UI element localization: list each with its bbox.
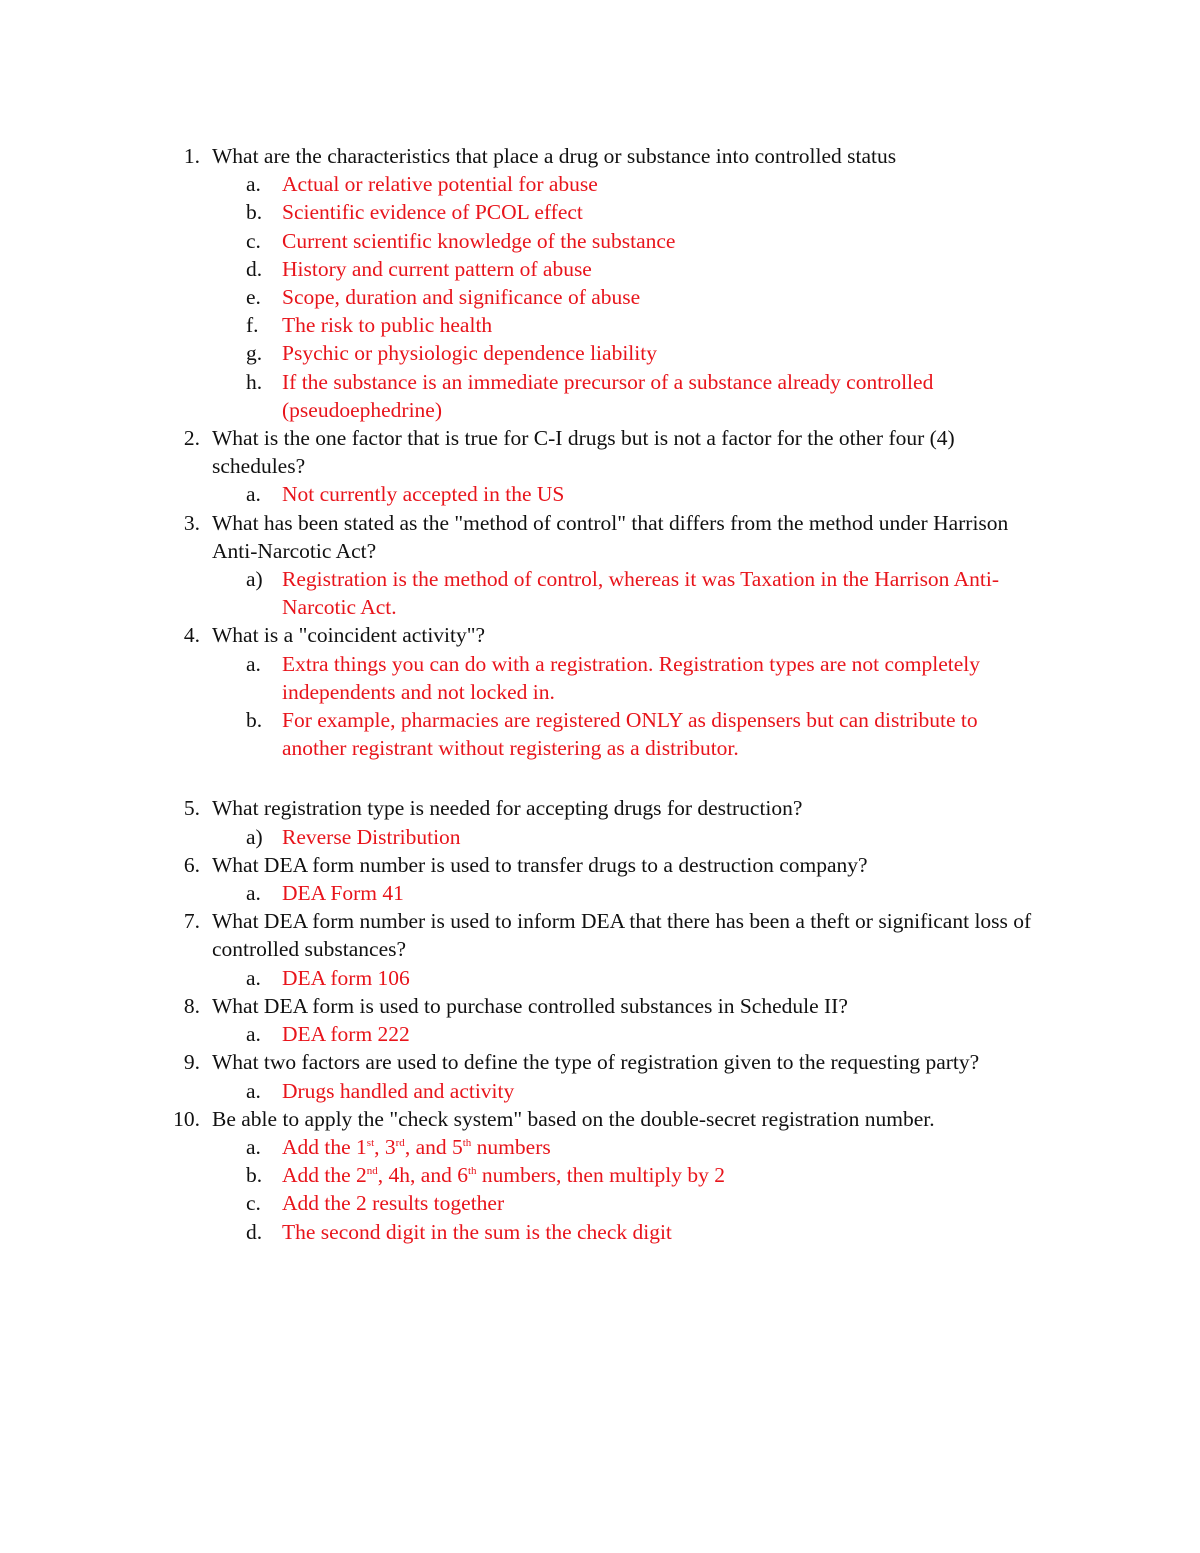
answer-text: Extra things you can do with a registration. Registration types are not completely independents and not locked in. <box>282 651 980 704</box>
question-text: What is a "coincident activity"? <box>212 623 486 648</box>
answer-marker: h. <box>246 369 263 394</box>
question-8 <box>160 992 1040 1048</box>
answer-list <box>212 480 1040 508</box>
question-number: 3. <box>183 510 200 535</box>
answer-marker: a. <box>246 482 261 507</box>
answer-text: Psychic or physiologic dependence liability <box>282 341 657 366</box>
answer-marker: a. <box>246 1022 261 1047</box>
answer-text: Not currently accepted in the US <box>282 482 565 507</box>
answer-marker: a. <box>246 172 261 197</box>
answer-marker: e. <box>246 285 261 310</box>
answer-list <box>212 170 1040 424</box>
answer-text: Current scientific knowledge of the substance <box>282 228 676 253</box>
answer-marker: g. <box>246 341 263 366</box>
question-number: 6. <box>183 852 200 877</box>
answer-item <box>212 480 1040 508</box>
question-text: What DEA form number is used to inform DEA that there has been a theft or significant loss of controlled substances? <box>212 909 1032 962</box>
ordinal-suffix: th <box>467 1164 477 1177</box>
answer-list <box>212 565 1040 621</box>
answer-list <box>212 823 1040 851</box>
question-text: What has been stated as the "method of control" that differs from the method under Harrison Anti-Narcotic Act? <box>212 510 1009 563</box>
answer-text: History and current pattern of abuse <box>282 256 592 281</box>
answer-item <box>212 823 1040 851</box>
answer-text: Scientific evidence of PCOL effect <box>282 200 583 225</box>
answer-item <box>212 565 1040 621</box>
answer-item <box>212 283 1040 311</box>
ordinal-suffix: nd <box>366 1164 378 1177</box>
question-number: 5. <box>183 796 200 821</box>
answer-item <box>212 1218 1040 1246</box>
answer-text: The second digit in the sum is the check digit <box>282 1219 672 1244</box>
answer-marker: f. <box>246 313 259 338</box>
answer-marker: b. <box>246 1163 263 1188</box>
question-4 <box>160 621 1040 762</box>
answer-marker: a. <box>246 965 261 990</box>
question-list <box>160 142 1040 1246</box>
question-6 <box>160 851 1040 907</box>
answer-item <box>212 339 1040 367</box>
answer-text: DEA form 222 <box>282 1022 410 1047</box>
question-10 <box>160 1105 1040 1246</box>
question-number: 7. <box>183 909 200 934</box>
question-text: What is the one factor that is true for C-I drugs but is not a factor for the other four (4) schedules? <box>212 426 955 479</box>
answer-item <box>212 198 1040 226</box>
answer-item <box>212 1077 1040 1105</box>
answer-text-part: numbers <box>471 1134 551 1159</box>
answer-text: Reverse Distribution <box>282 824 461 849</box>
answer-marker: c. <box>246 1191 261 1216</box>
question-number: 4. <box>183 623 200 648</box>
answer-text: If the substance is an immediate precursor of a substance already controlled (pseudoephedrine) <box>282 369 934 422</box>
answer-marker: a. <box>246 881 261 906</box>
answer-item <box>212 255 1040 283</box>
answer-text: Actual or relative potential for abuse <box>282 172 598 197</box>
answer-text-part: , 4h, and 6 <box>377 1163 468 1188</box>
answer-marker: a) <box>246 567 263 592</box>
answer-list <box>212 650 1040 763</box>
question-number: 8. <box>183 993 200 1018</box>
answer-text: Drugs handled and activity <box>282 1078 515 1103</box>
answer-item <box>212 227 1040 255</box>
ordinal-suffix: rd <box>395 1136 405 1149</box>
question-9 <box>160 1048 1040 1104</box>
question-number: 2. <box>183 426 200 451</box>
ordinal-suffix: st <box>366 1136 375 1149</box>
answer-marker: a. <box>246 1134 261 1159</box>
question-2 <box>160 424 1040 509</box>
answer-marker: c. <box>246 228 261 253</box>
answer-item <box>212 311 1040 339</box>
answer-text-part: numbers, then multiply by 2 <box>476 1163 725 1188</box>
answer-text-part: , and 5 <box>404 1134 463 1159</box>
answer-item <box>212 1020 1040 1048</box>
answer-item <box>212 170 1040 198</box>
answer-list <box>212 964 1040 992</box>
answer-marker: d. <box>246 1219 263 1244</box>
answer-item <box>212 964 1040 992</box>
question-1 <box>160 142 1040 424</box>
answer-text: For example, pharmacies are registered ONLY as dispensers but can distribute to another registrant without registering as a distributor. <box>282 708 978 761</box>
question-5 <box>160 794 1040 850</box>
question-text: What are the characteristics that place a drug or substance into controlled status <box>212 144 897 168</box>
answer-text: Scope, duration and significance of abuse <box>282 285 641 310</box>
question-number: 9. <box>183 1050 200 1075</box>
answer-item <box>212 368 1040 424</box>
answer-text: The risk to public health <box>282 313 493 338</box>
answer-marker: a. <box>246 1078 261 1103</box>
answer-item <box>212 706 1040 762</box>
ordinal-suffix: th <box>462 1136 472 1149</box>
answer-text-part: Add the 2 <box>282 1163 367 1188</box>
answer-text: Registration is the method of control, whereas it was Taxation in the Harrison Anti-Narcotic Act. <box>282 567 1000 620</box>
answer-text: Add the 2 results together <box>282 1191 505 1216</box>
answer-marker: b. <box>246 200 263 225</box>
answer-list <box>212 1077 1040 1105</box>
question-number: 1. <box>183 144 200 168</box>
answer-marker: b. <box>246 708 263 733</box>
answer-text-part: , 3 <box>374 1134 396 1159</box>
question-number: 10. <box>173 1106 200 1131</box>
answer-list <box>212 1133 1040 1246</box>
answer-item <box>212 879 1040 907</box>
answer-marker: d. <box>246 256 263 281</box>
answer-item <box>212 1161 1040 1189</box>
answer-list <box>212 879 1040 907</box>
answer-list <box>212 1020 1040 1048</box>
question-7 <box>160 907 1040 992</box>
answer-marker: a) <box>246 824 263 849</box>
answer-item <box>212 1133 1040 1161</box>
question-text: What registration type is needed for accepting drugs for destruction? <box>212 796 803 821</box>
answer-text: DEA Form 41 <box>282 881 404 906</box>
question-text: What DEA form is used to purchase controlled substances in Schedule II? <box>212 993 848 1018</box>
answer-text: DEA form 106 <box>282 965 410 990</box>
question-text: What two factors are used to define the type of registration given to the requesting party? <box>212 1050 980 1075</box>
question-text: What DEA form number is used to transfer drugs to a destruction company? <box>212 852 868 877</box>
question-text: Be able to apply the "check system" based on the double-secret registration number. <box>212 1106 935 1131</box>
answer-item <box>212 1189 1040 1217</box>
answer-text-part: Add the 1 <box>282 1134 367 1159</box>
answer-item <box>212 650 1040 706</box>
answer-marker: a. <box>246 651 261 676</box>
question-3 <box>160 509 1040 622</box>
